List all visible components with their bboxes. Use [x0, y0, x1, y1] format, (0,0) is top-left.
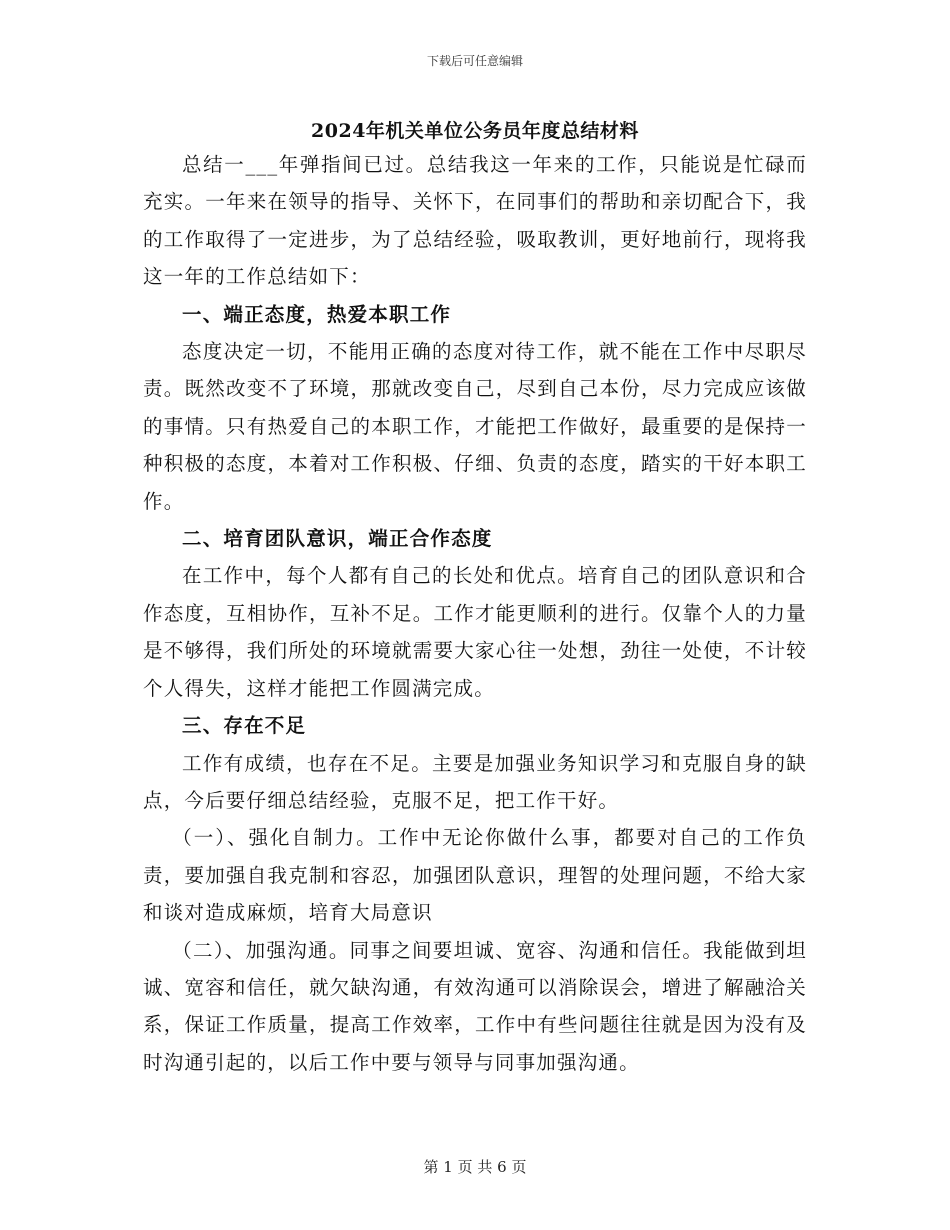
page-header-note: 下载后可任意编辑	[426, 54, 523, 68]
section-heading-3: 三、存在不足	[182, 714, 307, 738]
document-title: 2024年机关单位公务员年度总结材料	[311, 120, 639, 142]
section-heading-1: 一、端正态度，热爱本职工作	[182, 302, 452, 326]
subitem-2: （二）、加强沟通。同事之间要坦诚、宽容、沟通和信任。我能做到坦诚、宽容和信任，就欠缺沟通，有效沟通可以消除误会，增进了解融洽关系，保证工作质量，提高工作效率，工作中有些问题往往就是因为没有及时沟通引起的，以后工作中要与领导与同事加强沟通。	[143, 938, 807, 1074]
section-paragraph-2: 在工作中，每个人都有自己的长处和优点。培育自己的团队意识和合作态度，互相协作，互补不足。工作才能更顺利的进行。仅靠个人的力量是不够得，我们所处的环境就需要大家心往一处想，劲往一处使，不计较个人得失，这样才能把工作圆满完成。	[143, 564, 807, 700]
section-paragraph-1: 态度决定一切，不能用正确的态度对待工作，就不能在工作中尽职尽责。既然改变不了环境，那就改变自己，尽到自己本份，尽力完成应该做的事情。只有热爱自己的本职工作，才能把工作做好，最重要的是保持一种积极的态度，本着对工作积极、仔细、负责的态度，踏实的干好本职工作。	[143, 340, 807, 513]
subitem-1: （一）、强化自制力。工作中无论你做什么事，都要对自己的工作负责，要加强自我克制和容忍，加强团队意识，理智的处理问题，不给大家和谈对造成麻烦，培育大局意识	[143, 826, 807, 925]
page-number: 第 1 页 共 6 页	[423, 1158, 527, 1176]
section-heading-2: 二、培育团队意识，端正合作态度	[182, 527, 493, 551]
section-paragraph-3: 工作有成绩，也存在不足。主要是加强业务知识学习和克服自身的缺点，今后要仔细总结经验，克服不足，把工作干好。	[143, 751, 807, 812]
intro-paragraph: 总结一___年弹指间已过。总结我这一年来的工作，只能说是忙碌而充实。一年来在领导的指导、关怀下，在同事们的帮助和亲切配合下，我的工作取得了一定进步，为了总结经验，吸取教训，更好地前行，现将我这一年的工作总结如下：	[143, 153, 807, 289]
document-body	[143, 146, 807, 1081]
